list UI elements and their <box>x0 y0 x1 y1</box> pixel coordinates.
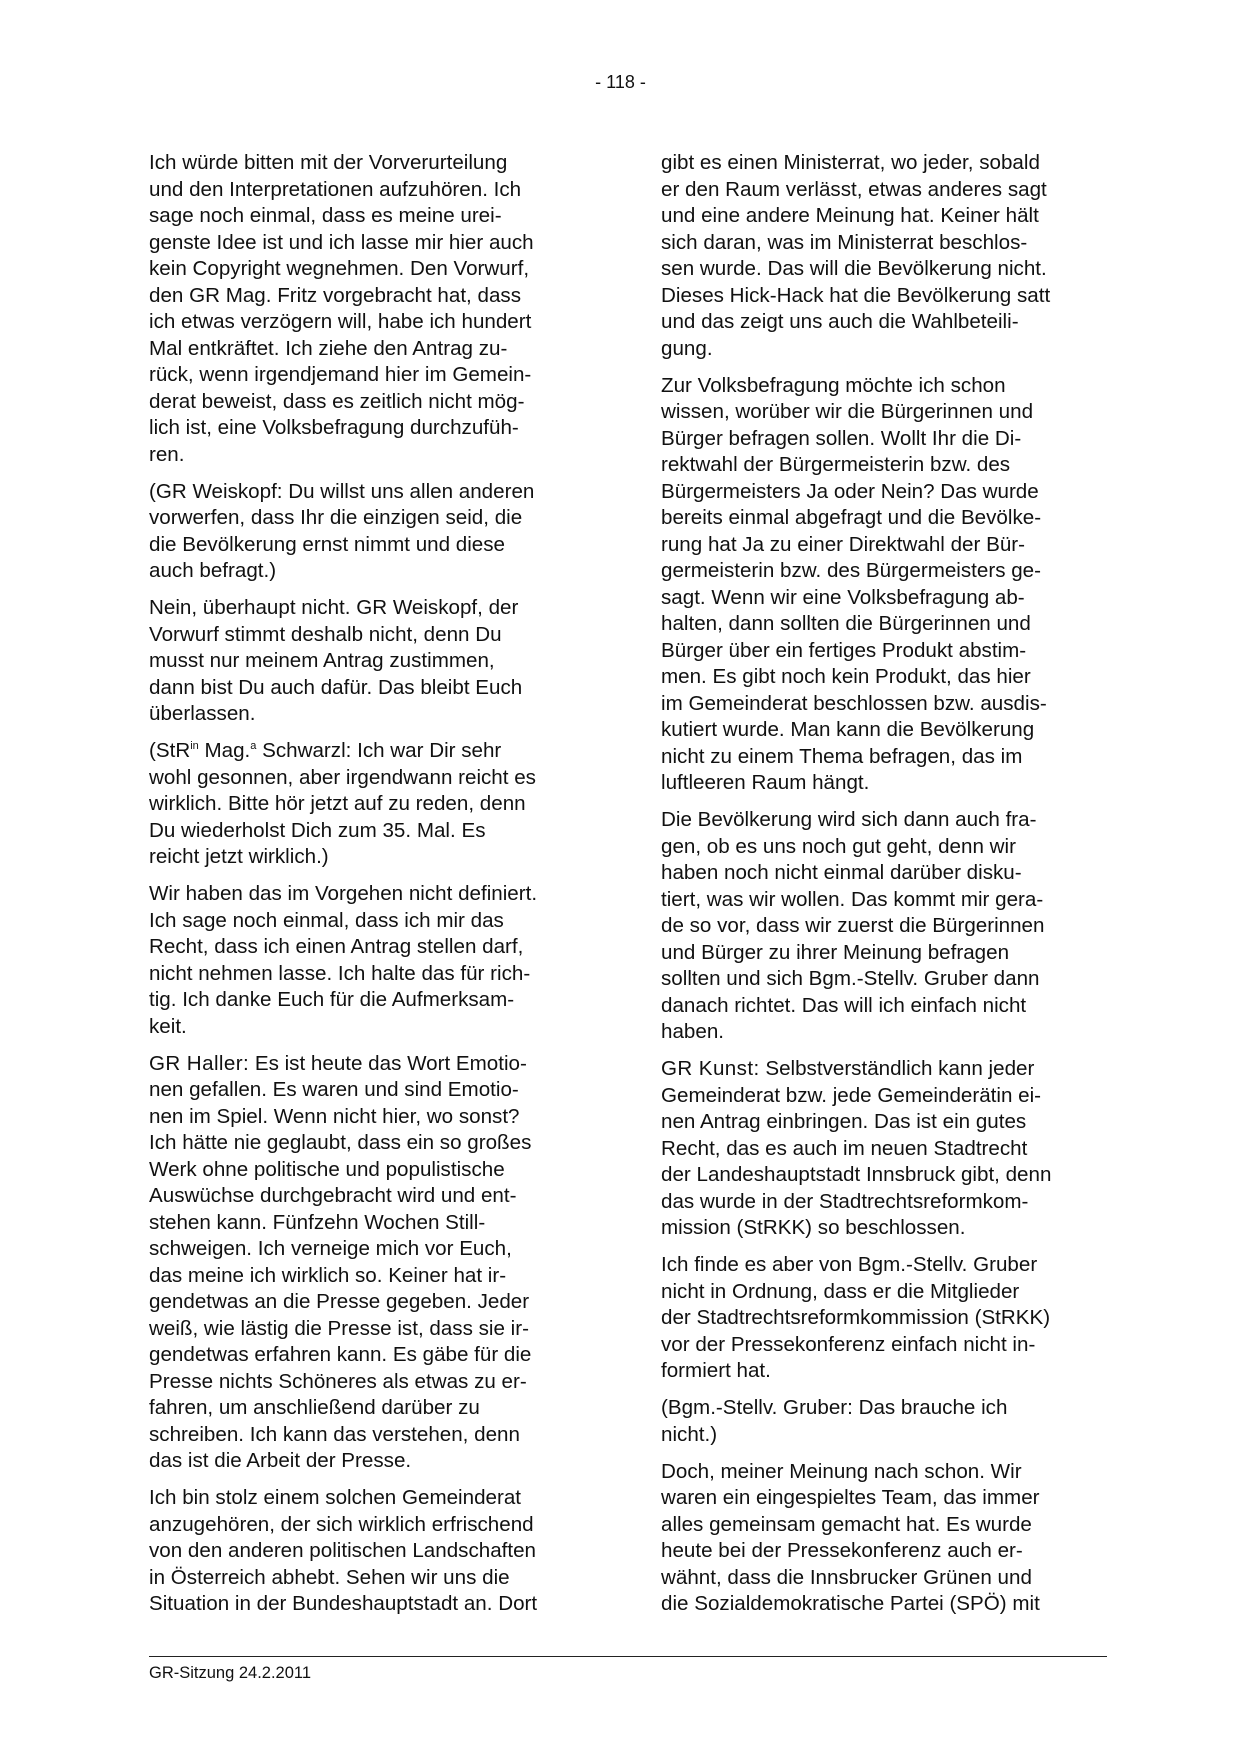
page-number: - 118 - <box>595 72 646 92</box>
text-line: Ich bin stolz einem solchen Gemeinderat <box>149 1486 522 1509</box>
text-line: formiert hat. <box>661 1359 771 1382</box>
text-line: derat beweist, dass es zeitlich nicht mög- <box>149 389 525 413</box>
text-line: haben noch nicht einmal darüber disku- <box>661 861 1022 884</box>
text-line: (Bgm.-Stellv. Gruber: Das brauche ich <box>661 1396 1008 1419</box>
text-line: mission (StRKK) so beschlossen. <box>661 1216 966 1239</box>
text-line: gendetwas an die Presse gegeben. Jeder <box>149 1290 530 1313</box>
paragraph <box>661 1252 1106 1385</box>
text-line: wähnt, dass die Innsbrucker Grünen und <box>661 1565 1032 1589</box>
text-line: (StR$^{in}$ Mag.$^a$ Schwarzl: Ich war Dir sehr <box>149 739 502 762</box>
text-line: genste Idee ist und ich lasse mir hier auch <box>149 230 534 254</box>
text-line: reicht jetzt wirklich.) <box>149 845 329 868</box>
text-line: fahren, um anschließend darüber zu <box>149 1396 480 1419</box>
text-line: lich ist, eine Volksbefragung durchzufüh- <box>149 416 519 439</box>
text-line: GR Kunst: Selbstverständlich kann jeder <box>661 1057 1035 1080</box>
text-line: tig. Ich danke Euch für die Aufmerksam- <box>149 988 515 1011</box>
text-line: den GR Mag. Fritz vorgebracht hat, dass <box>149 283 521 307</box>
text-line: stehen kann. Fünfzehn Wochen Still- <box>149 1210 486 1234</box>
text-line: Auswüchse durchgebracht wird und ent- <box>149 1184 517 1207</box>
text-line: sollten und sich Bgm.-Stellv. Gruber dann <box>661 967 1040 990</box>
text-line: von den anderen politischen Landschaften <box>149 1539 536 1562</box>
text-line: nicht nehmen lasse. Ich halte das für rich- <box>149 961 531 985</box>
text-line: germeisterin bzw. des Bürgermeisters ge- <box>661 559 1041 582</box>
text-line: ren. <box>149 442 185 466</box>
text-line: Ich finde es aber von Bgm.-Stellv. Gruber <box>661 1253 1038 1276</box>
speech-paragraph <box>661 1056 1106 1242</box>
text-line: Ich sage noch einmal, dass ich mir das <box>149 908 504 932</box>
text-line: im Gemeinderat beschlossen bzw. ausdis- <box>661 691 1047 715</box>
text-line: men. Es gibt noch kein Produkt, das hier <box>661 665 1031 688</box>
text-line: er den Raum verlässt, etwas anderes sagt <box>661 177 1047 201</box>
interjection <box>149 479 594 585</box>
text-line: auch befragt.) <box>149 559 277 582</box>
text-line: sage noch einmal, dass es meine urei- <box>149 204 502 227</box>
paragraph <box>149 150 594 468</box>
text-line: Ich würde bitten mit der Vorverurteilung <box>149 151 508 174</box>
text-line: Zur Volksbefragung möchte ich schon <box>661 373 1006 397</box>
text-line: alles gemeinsam gemacht hat. Es wurde <box>661 1512 1032 1536</box>
text-line: halten, dann sollten die Bürgerinnen und <box>661 612 1031 635</box>
text-line: Recht, dass ich einen Antrag stellen darf, <box>149 935 524 958</box>
text-line: de so vor, dass wir zuerst die Bürgerinnen <box>661 914 1045 937</box>
text-line: heute bei der Pressekonferenz auch er- <box>661 1539 1023 1562</box>
text-line: der Landeshauptstadt Innsbruck gibt, denn <box>661 1163 1052 1186</box>
interjection <box>149 738 594 871</box>
text-line: vor der Pressekonferenz einfach nicht in- <box>661 1332 1036 1356</box>
text-line: Die Bevölkerung wird sich dann auch fra- <box>661 808 1037 831</box>
text-line: tiert, was wir wollen. Das kommt mir gera- <box>661 887 1044 911</box>
text-line: wissen, worüber wir die Bürgerinnen und <box>661 400 1034 423</box>
text-line: weiß, wie lästig die Presse ist, dass sie ir- <box>149 1316 529 1340</box>
text-line: Presse nichts Schöneres als etwas zu er- <box>149 1369 527 1393</box>
paragraph <box>149 881 594 1040</box>
text-line: sagt. Wenn wir eine Volksbefragung ab- <box>661 585 1025 609</box>
text-line: nicht in Ordnung, dass er die Mitglieder <box>661 1279 1020 1303</box>
text-line: Ich hätte nie geglaubt, dass ein so großes <box>149 1131 532 1154</box>
text-line: kein Copyright wegnehmen. Den Vorwurf, <box>149 257 530 280</box>
text-line: nicht zu einem Thema befragen, das im <box>661 744 1023 768</box>
text-line: danach richtet. Das will ich einfach nicht <box>661 993 1027 1017</box>
text-line: luftleeren Raum hängt. <box>661 771 870 794</box>
text-line: und den Interpretationen aufzuhören. Ich <box>149 177 522 201</box>
text-line: Dieses Hick-Hack hat die Bevölkerung satt <box>661 283 1051 307</box>
paragraph <box>661 373 1106 797</box>
paragraph <box>661 807 1106 1046</box>
text-line: nen im Spiel. Wenn nicht hier, wo sonst? <box>149 1104 520 1128</box>
paragraph <box>149 1485 594 1618</box>
text-line: Nein, überhaupt nicht. GR Weiskopf, der <box>149 596 519 619</box>
text-line: überlassen. <box>149 702 256 725</box>
text-line: schreiben. Ich kann das verstehen, denn <box>149 1422 520 1446</box>
text-line: gendetwas erfahren kann. Es gäbe für die <box>149 1343 532 1366</box>
text-line: waren ein eingespieltes Team, das immer <box>661 1486 1040 1509</box>
text-line: Vorwurf stimmt deshalb nicht, denn Du <box>149 622 502 646</box>
text-line: Wir haben das im Vorgehen nicht definiert. <box>149 882 538 905</box>
text-line: (GR Weiskopf: Du willst uns allen anderen <box>149 479 535 503</box>
text-line: ich etwas verzögern will, habe ich hundert <box>149 310 532 333</box>
text-line: nen gefallen. Es waren und sind Emotio- <box>149 1078 519 1101</box>
text-line: Mal entkräftet. Ich ziehe den Antrag zu- <box>149 336 508 360</box>
footer-rule <box>149 1656 1107 1657</box>
text-line: rück, wenn irgendjemand hier im Gemein- <box>149 363 532 386</box>
text-line: nicht.) <box>661 1422 718 1446</box>
text-line: GR Haller: Es ist heute das Wort Emotio- <box>149 1051 527 1075</box>
text-line: haben. <box>661 1020 724 1043</box>
text-line: der Stadtrechtsreformkommission (StRKK) <box>661 1306 1051 1329</box>
text-line: Bürger befragen sollen. Wollt Ihr die Di- <box>661 426 1022 450</box>
superscript: in <box>190 740 199 752</box>
text-line: dann bist Du auch dafür. Das bleibt Euch <box>149 675 523 699</box>
text-line: wirklich. Bitte hör jetzt auf zu reden, denn <box>149 792 526 815</box>
text-line: und das zeigt uns auch die Wahlbeteili- <box>661 310 1019 333</box>
text-line: in Österreich abhebt. Sehen wir uns die <box>149 1565 510 1589</box>
text-line: Recht, das es auch im neuen Stadtrecht <box>661 1136 1028 1160</box>
paragraph <box>661 150 1106 362</box>
text-line: Bürgermeisters Ja oder Nein? Das wurde <box>661 479 1039 503</box>
text-line: nen Antrag einbringen. Das ist ein gutes <box>661 1110 1027 1133</box>
text-line: anzugehören, der sich wirklich erfrischend <box>149 1512 534 1536</box>
text-line: rung hat Ja zu einer Direktwahl der Bür- <box>661 532 1025 556</box>
text-line: das wurde in der Stadtrechtsreformkom- <box>661 1189 1029 1213</box>
text-line: Bürger über ein fertiges Produkt abstim- <box>661 638 1027 662</box>
text-line: das ist die Arbeit der Presse. <box>149 1449 412 1472</box>
speaker-name: GR Kunst: <box>661 1057 760 1080</box>
text-line: Doch, meiner Meinung nach schon. Wir <box>661 1459 1022 1483</box>
text-line: und eine andere Meinung hat. Keiner hält <box>661 204 1039 227</box>
text-line: das meine ich wirklich so. Keiner hat ir- <box>149 1263 507 1287</box>
text-line: bereits einmal abgefragt und die Bevölke- <box>661 506 1042 529</box>
text-line: sich daran, was im Ministerrat beschlos- <box>661 230 1028 254</box>
text-line: kutiert wurde. Man kann die Bevölkerung <box>661 718 1035 741</box>
text-line: gen, ob es uns noch gut geht, denn wir <box>661 834 1016 858</box>
text-line: Werk ohne politische und populistische <box>149 1157 505 1181</box>
text-line: gung. <box>661 336 713 360</box>
text-line: die Sozialdemokratische Partei (SPÖ) mit <box>661 1592 1040 1615</box>
text-line: Du wiederholst Dich zum 35. Mal. Es <box>149 818 486 842</box>
text-line: musst nur meinem Antrag zustimmen, <box>149 649 495 672</box>
text-line: vorwerfen, dass Ihr die einzigen seid, die <box>149 506 523 529</box>
speaker-name: GR Haller: <box>149 1051 250 1075</box>
footer-text: GR-Sitzung 24.2.2011 <box>149 1664 312 1682</box>
text-line: und Bürger zu ihrer Meinung befragen <box>661 940 1010 964</box>
text-line: die Bevölkerung ernst nimmt und diese <box>149 532 506 556</box>
text-line: Situation in der Bundeshauptstadt an. Dort <box>149 1592 538 1615</box>
paragraph <box>661 1459 1106 1618</box>
right-column <box>661 150 1106 1628</box>
text-line: Gemeinderat bzw. jede Gemeinderätin ei- <box>661 1083 1042 1107</box>
text-line: wohl gesonnen, aber irgendwann reicht es <box>149 765 536 789</box>
text-line: schweigen. Ich verneige mich vor Euch, <box>149 1237 512 1260</box>
superscript: a <box>250 740 257 752</box>
text-line: gibt es einen Ministerrat, wo jeder, sobald <box>661 151 1040 174</box>
paragraph <box>149 595 594 728</box>
speech-paragraph <box>149 1051 594 1475</box>
text-line: rektwahl der Bürgermeisterin bzw. des <box>661 453 1011 476</box>
text-line: sen wurde. Das will die Bevölkerung nicht. <box>661 257 1047 280</box>
text-line: keit. <box>149 1014 187 1038</box>
left-column <box>149 150 594 1628</box>
interjection <box>661 1395 1106 1448</box>
